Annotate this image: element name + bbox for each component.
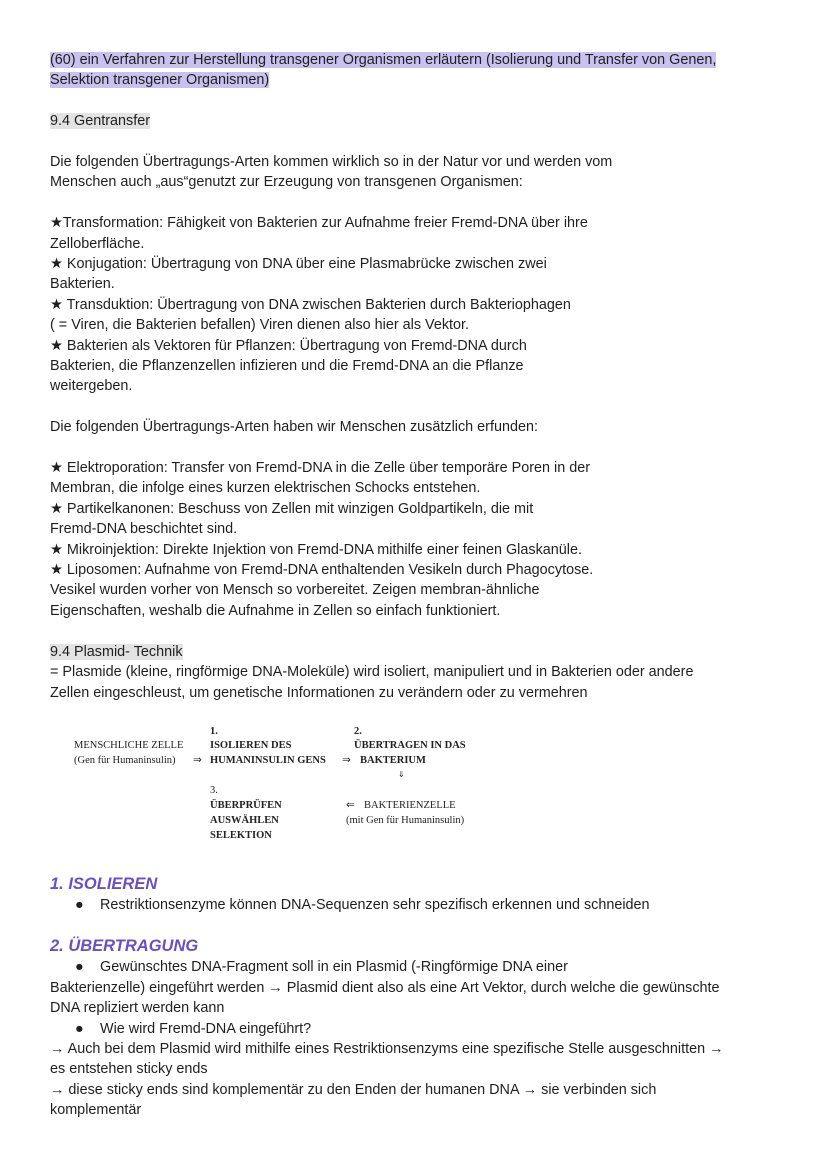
arrow-right-icon: ⇒: [193, 755, 202, 766]
step2-line1: ÜBERTRAGEN IN DAS: [354, 740, 466, 751]
human-cell-sub: (Gen für Humaninsulin): [74, 755, 176, 766]
natural-method-line: Bakterien, die Pflanzenzellen infizieren und die Fremd-DNA an die Pflanze: [50, 358, 524, 375]
artificial-method-line: Eigenschaften, weshalb die Aufnahme in Zellen so einfach funktioniert.: [50, 602, 501, 619]
natural-method-line: weitergeben.: [50, 378, 133, 395]
heading-isolieren: 1. ISOLIEREN: [50, 874, 158, 893]
artificial-method-line: Membran, die infolge eines kurzen elektrischen Schocks entstehen.: [50, 480, 481, 497]
objective-heading-line2: Selektion transgener Organismen): [50, 72, 270, 89]
artificial-method-line: ★ Liposomen: Aufnahme von Fremd-DNA enthaltenden Vesikeln durch Phagocytose.: [50, 562, 594, 579]
step3-line2: AUSWÄHLEN: [210, 815, 279, 826]
uebertragung-bullet-1-text: Gewünschtes DNA-Fragment soll in ein Plasmid (-Ringförmige DNA einer: [100, 959, 568, 976]
arrow-right-icon: ⇒: [342, 755, 351, 766]
step2-number: 2.: [354, 726, 362, 737]
natural-method-line: ★Transformation: Fähigkeit von Bakterien zur Aufnahme freier Fremd-DNA über ihre: [50, 215, 588, 232]
uebertragung-bullet-2-text: Wie wird Fremd-DNA eingeführt?: [100, 1020, 312, 1037]
bacteria-cell-sub: (mit Gen für Humaninsulin): [346, 815, 465, 826]
arrow-left-icon: ⇐: [346, 800, 355, 811]
step2-line2: BAKTERIUM: [360, 755, 426, 766]
arrow-down-icon: ⇓: [398, 770, 405, 779]
step3-line3: SELEKTION: [210, 830, 272, 841]
plasmid-definition-line: = Plasmide (kleine, ringförmige DNA-Moleküle) wird isoliert, manipuliert und in Bakterien oder andere: [50, 664, 694, 681]
step3-line1: ÜBERPRÜFEN: [210, 800, 282, 811]
natural-method-line: ( = Viren, die Bakterien befallen) Viren dienen also hier als Vektor.: [50, 317, 470, 334]
artificial-method-line: ★ Elektroporation: Transfer von Fremd-DNA in die Zelle über temporäre Poren in der: [50, 460, 590, 477]
natural-method-line: Zelloberfläche.: [50, 235, 145, 252]
uebertragung-bullet-2: [50, 1019, 778, 1039]
uebertragung-bullet-1: [50, 957, 778, 977]
step1-line2: HUMANINSULIN GENS: [210, 755, 326, 766]
natural-method-line: ★ Bakterien als Vektoren für Pflanzen: Übertragung von Fremd-DNA durch: [50, 337, 527, 354]
natural-method-line: ★ Transduktion: Übertragung von DNA zwischen Bakterien durch Bakteriophagen: [50, 296, 571, 313]
uebertragung-line: Bakterienzelle) eingeführt werden → Plasmid dient also als eine Art Vektor, durch welche die gewünschte: [50, 979, 720, 996]
bullet-icon: ●: [75, 959, 84, 976]
natural-method-line: ★ Konjugation: Übertragung von DNA über eine Plasmabrücke zwischen zwei: [50, 256, 547, 273]
human-cell-label: MENSCHLICHE ZELLE: [74, 740, 184, 751]
uebertragung-line: DNA repliziert werden kann: [50, 1000, 225, 1017]
artificial-method-line: Fremd-DNA beschichtet sind.: [50, 521, 238, 538]
uebertragung-line: → diese sticky ends sind komplementär zu den Enden der humanen DNA → sie verbinden sich: [50, 1081, 657, 1098]
section-title-gentransfer: 9.4 Gentransfer: [50, 113, 150, 130]
objective-heading: [50, 50, 778, 70]
artificial-method-line: ★ Partikelkanonen: Beschuss von Zellen mit winzigen Goldpartikeln, die mit: [50, 500, 534, 517]
isolieren-bullet: [50, 895, 778, 915]
paragraph-line: Menschen auch „aus“genutzt zur Erzeugung von transgenen Organismen:: [50, 174, 523, 191]
bacteria-cell-label: BAKTERIENZELLE: [364, 800, 456, 811]
objective-heading-line1: (60) ein Verfahren zur Herstellung transgener Organismen erläutern (Isolierung und Transfer von Genen,: [50, 52, 717, 68]
artificial-intro: Die folgenden Übertragungs-Arten haben wir Menschen zusätzlich erfunden:: [50, 419, 538, 436]
section-title-plasmid: 9.4 Plasmid- Technik: [50, 643, 183, 660]
bullet-icon: ●: [75, 896, 84, 913]
bullet-icon: ●: [75, 1020, 84, 1037]
step1-number: 1.: [210, 726, 218, 737]
step3-number: 3.: [210, 785, 218, 796]
uebertragung-line: es entstehen sticky ends: [50, 1061, 208, 1078]
heading-uebertragung: 2. ÜBERTRAGUNG: [50, 937, 199, 956]
isolieren-bullet-text: Restriktionsenzyme können DNA-Sequenzen sehr spezifisch erkennen und schneiden: [100, 896, 650, 913]
plasmid-definition-line: Zellen eingeschleust, um genetische Informationen zu verändern oder zu vermehren: [50, 684, 588, 701]
uebertragung-line: → Auch bei dem Plasmid wird mithilfe eines Restriktionsenzyms eine spezifische Stelle ausgeschnitten →: [50, 1040, 724, 1057]
natural-method-line: Bakterien.: [50, 276, 115, 293]
artificial-method-line: Vesikel wurden vorher von Mensch so vorbereitet. Zeigen membran-ähnliche: [50, 582, 540, 599]
document-page: [50, 50, 778, 1121]
plasmid-process-diagram: [72, 725, 532, 850]
step1-line1: ISOLIEREN DES: [210, 740, 292, 751]
artificial-method-line: ★ Mikroinjektion: Direkte Injektion von Fremd-DNA mithilfe einer feinen Glaskanüle.: [50, 541, 582, 558]
paragraph-line: Die folgenden Übertragungs-Arten kommen wirklich so in der Natur vor und werden vom: [50, 154, 613, 170]
uebertragung-line: komplementär: [50, 1102, 142, 1119]
